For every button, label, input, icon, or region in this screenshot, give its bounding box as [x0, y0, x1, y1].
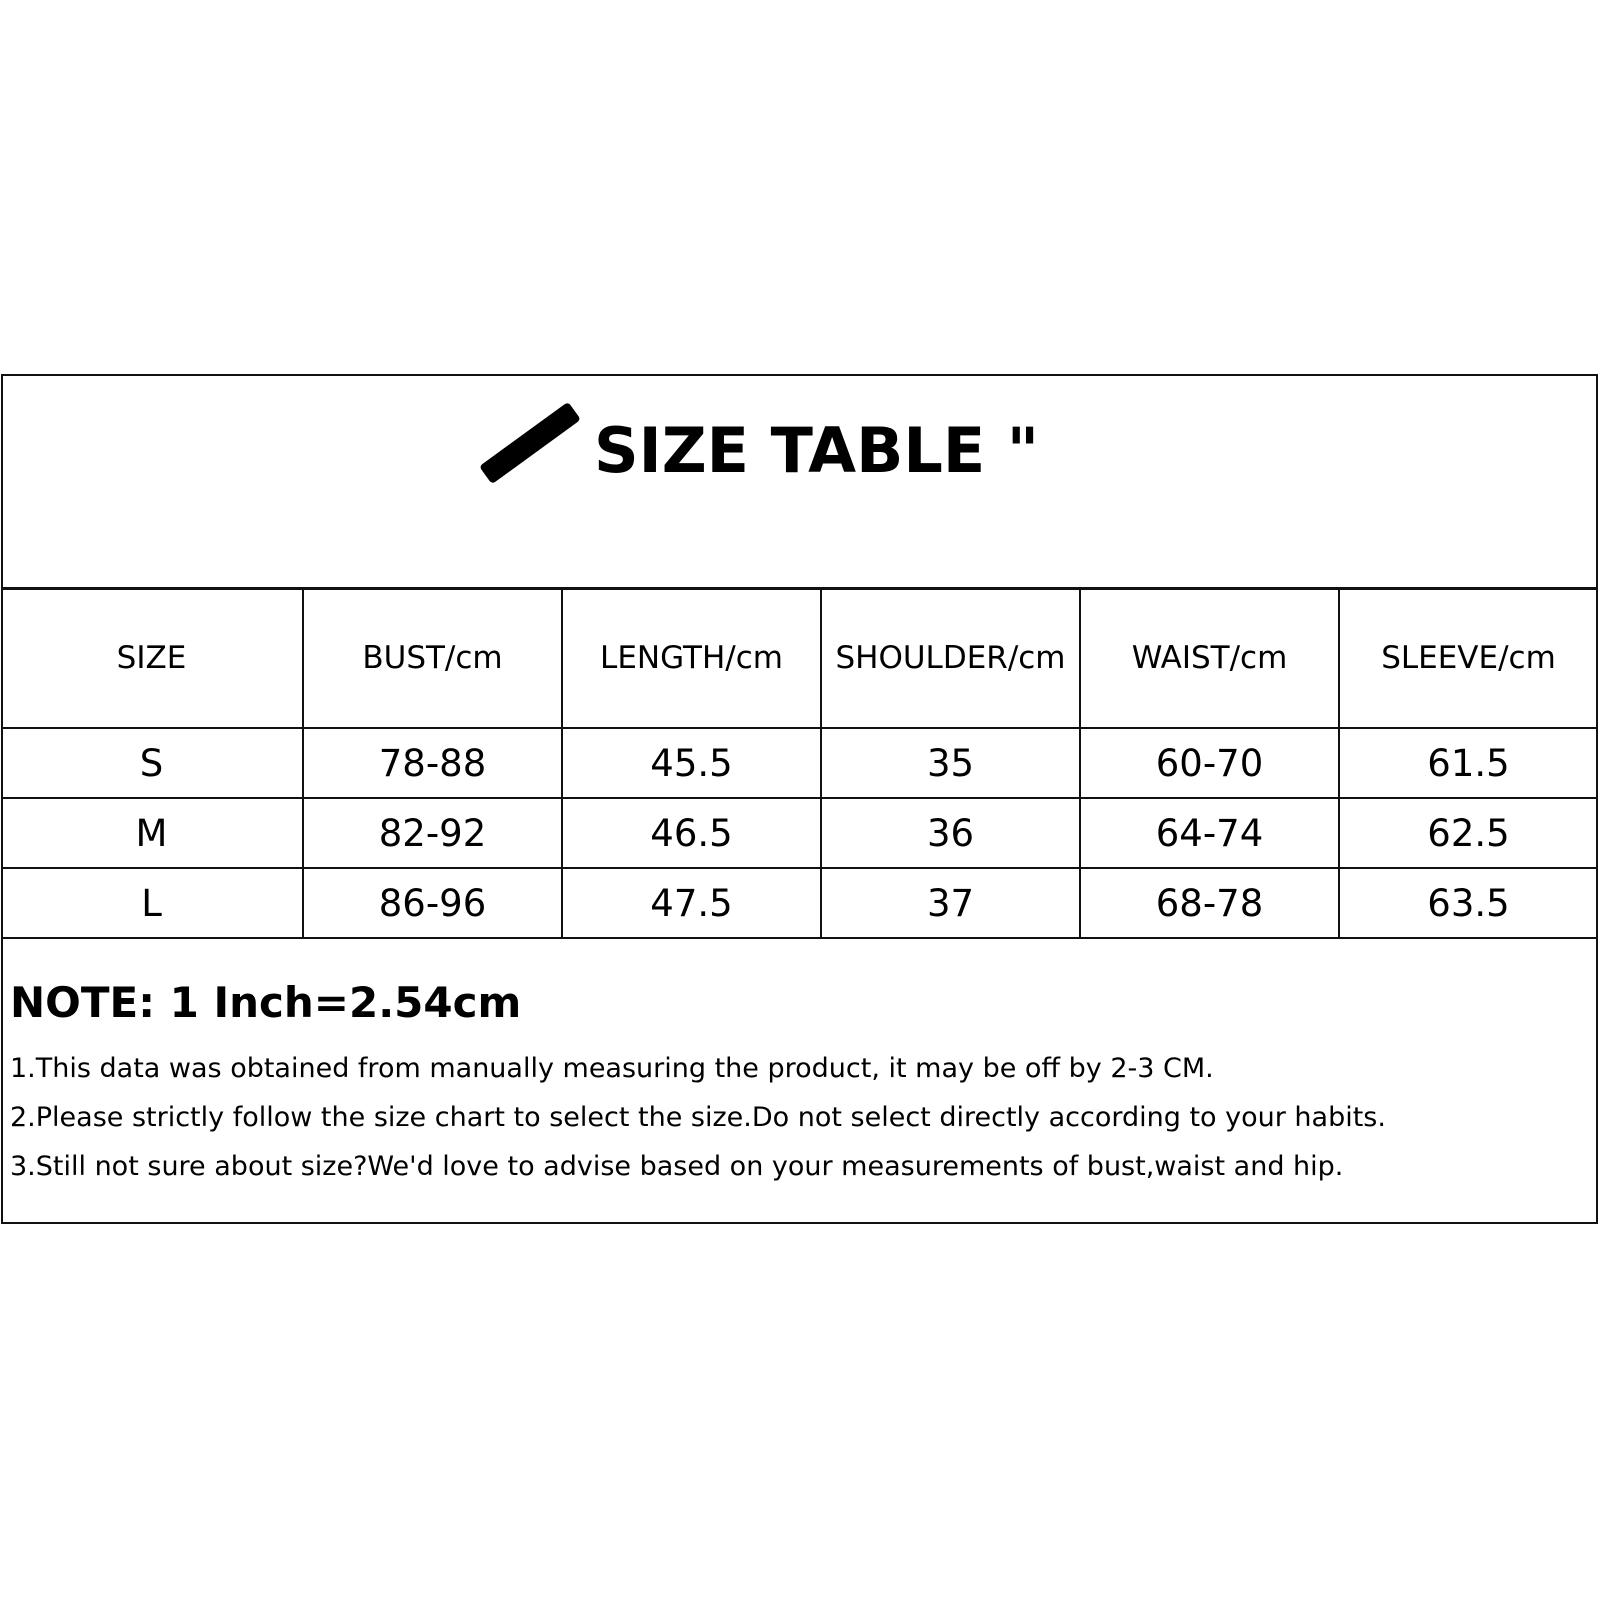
cell-sleeve: 63.5 [1339, 868, 1597, 938]
cell-size: S [1, 728, 303, 798]
cell-length: 47.5 [562, 868, 821, 938]
cell-waist: 60-70 [1080, 728, 1339, 798]
cell-shoulder: 37 [821, 868, 1080, 938]
cell-length: 46.5 [562, 798, 821, 868]
cell-bust: 78-88 [303, 728, 562, 798]
note-line-1: 1.This data was obtained from manually measuring the product, it may be off by 2-3 CM. [10, 1053, 1214, 1084]
cell-waist: 64-74 [1080, 798, 1339, 868]
note-title: NOTE: 1 Inch=2.54cm [10, 978, 522, 1027]
header-waist: WAIST/cm [1080, 588, 1339, 728]
header-bust: BUST/cm [303, 588, 562, 728]
cell-length: 45.5 [562, 728, 821, 798]
cell-waist: 68-78 [1080, 868, 1339, 938]
header-size: SIZE [1, 588, 303, 728]
cell-bust: 86-96 [303, 868, 562, 938]
header-length: LENGTH/cm [562, 588, 821, 728]
cell-sleeve: 61.5 [1339, 728, 1597, 798]
size-table [1, 587, 1597, 939]
cell-size: L [1, 868, 303, 938]
page-title: SIZE TABLE " [594, 414, 1040, 487]
note-line-2: 2.Please strictly follow the size chart to select the size.Do not select directly according to your habits. [10, 1102, 1386, 1133]
header-shoulder: SHOULDER/cm [821, 588, 1080, 728]
table-row [1, 868, 1597, 938]
cell-size: M [1, 798, 303, 868]
table-row [1, 798, 1597, 868]
note-line-3: 3.Still not sure about size?We'd love to advise based on your measurements of bust,waist and hip. [10, 1151, 1344, 1182]
note-section [10, 978, 1386, 1191]
table-row [1, 728, 1597, 798]
cell-bust: 82-92 [303, 798, 562, 868]
header-sleeve: SLEEVE/cm [1339, 588, 1597, 728]
cell-sleeve: 62.5 [1339, 798, 1597, 868]
table-header-row [1, 588, 1597, 728]
cell-shoulder: 36 [821, 798, 1080, 868]
cell-shoulder: 35 [821, 728, 1080, 798]
